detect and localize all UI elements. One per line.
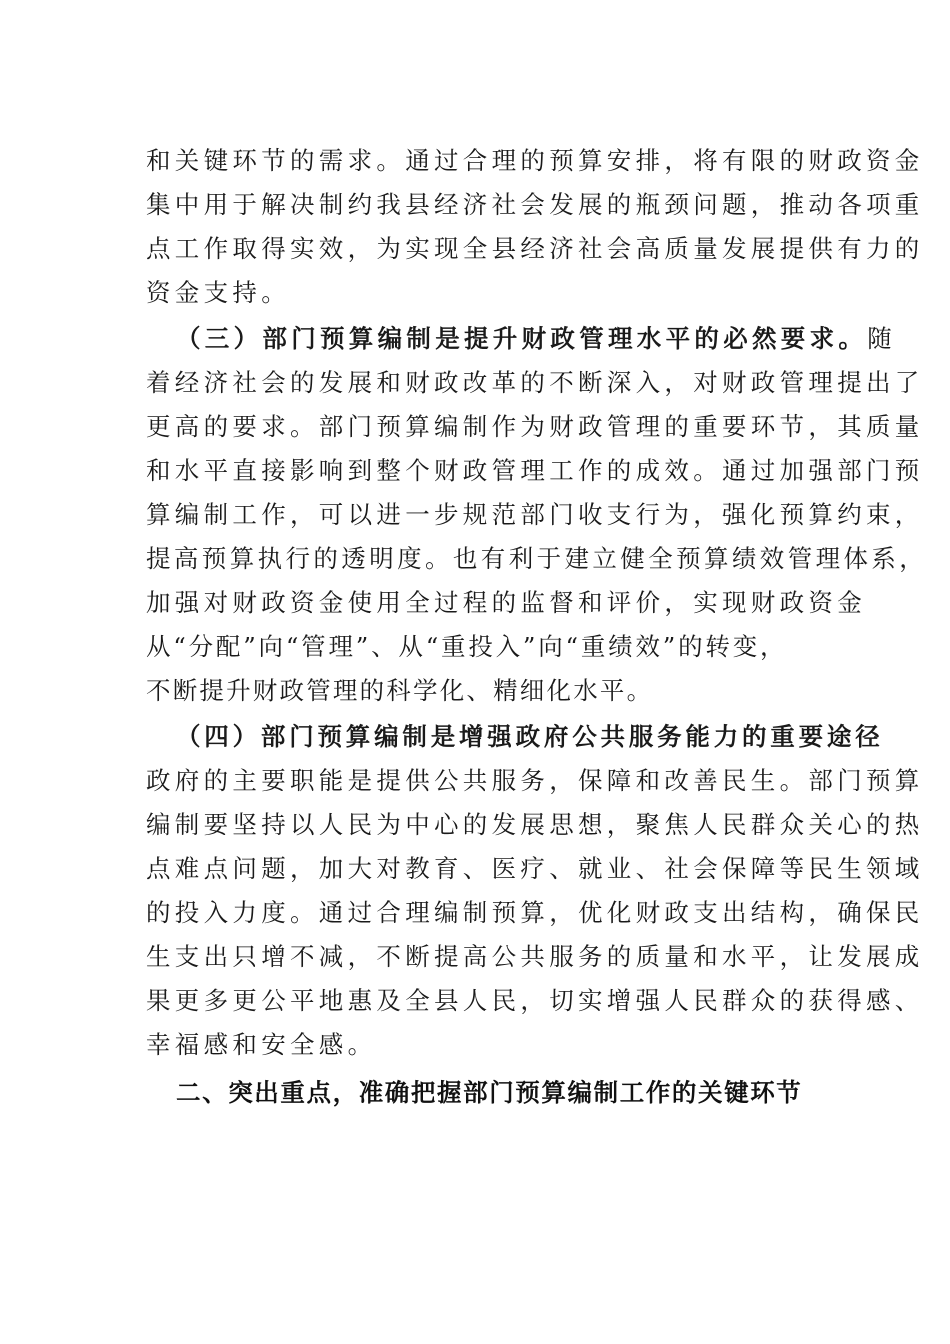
paragraph-line: 政府的主要职能是提供公共服务，保障和改善民生。部门预算 [146,766,924,795]
paragraph-line: 资金支持。 [146,278,290,307]
paragraph-line: 的投入力度。通过合理编制预算，优化财政支出结构，确保民 [146,898,924,927]
paragraph-line: 加强对财政资金使用全过程的监督和评价，实现财政资金 [146,588,866,617]
paragraph-line: 生支出只增不减，不断提高公共服务的质量和水平，让发展成 [146,942,924,971]
paragraph-line: 提高预算执行的透明度。也有利于建立健全预算绩效管理体系， [146,544,928,573]
paragraph-line: 算编制工作，可以进一步规范部门收支行为，强化预算约束， [146,500,924,529]
section-heading: 二、突出重点，准确把握部门预算编制工作的关键环节 [176,1078,803,1107]
paragraph-line: 果更多更公平地惠及全县人民，切实增强人民群众的获得感、 [146,986,924,1015]
paragraph-line: 和关键环节的需求。通过合理的预算安排，将有限的财政资金 [146,146,924,175]
paragraph-line: 和水平直接影响到整个财政管理工作的成效。通过加强部门预 [146,456,924,485]
paragraph-line: 更高的要求。部门预算编制作为财政管理的重要环节，其质量 [146,412,924,441]
section-3-title: （三）部门预算编制是提升财政管理水平的必然要求。 [176,324,868,353]
section-3-first-line [176,320,897,358]
paragraph-line: 点难点问题，加大对教育、医疗、就业、社会保障等民生领域 [146,854,924,883]
section-3-first-line-rest: 随 [867,324,897,353]
paragraph-line: 点工作取得实效，为实现全县经济社会高质量发展提供有力的 [146,234,924,263]
paragraph-line: 编制要坚持以人民为中心的发展思想，聚焦人民群众关心的热 [146,810,924,839]
paragraph-line: 集中用于解决制约我县经济社会发展的瓶颈问题，推动各项重 [146,190,924,219]
paragraph-line: 着经济社会的发展和财政改革的不断深入，对财政管理提出了 [146,368,924,397]
paragraph-line: 幸福感和安全感。 [146,1030,377,1059]
paragraph-line: 从“分配”向“管理”、从“重投入”向“重绩效”的转变， [146,632,788,661]
paragraph-line: 不断提升财政管理的科学化、精细化水平。 [146,676,654,705]
section-4-title: （四）部门预算编制是增强政府公共服务能力的重要途径 [176,722,884,751]
